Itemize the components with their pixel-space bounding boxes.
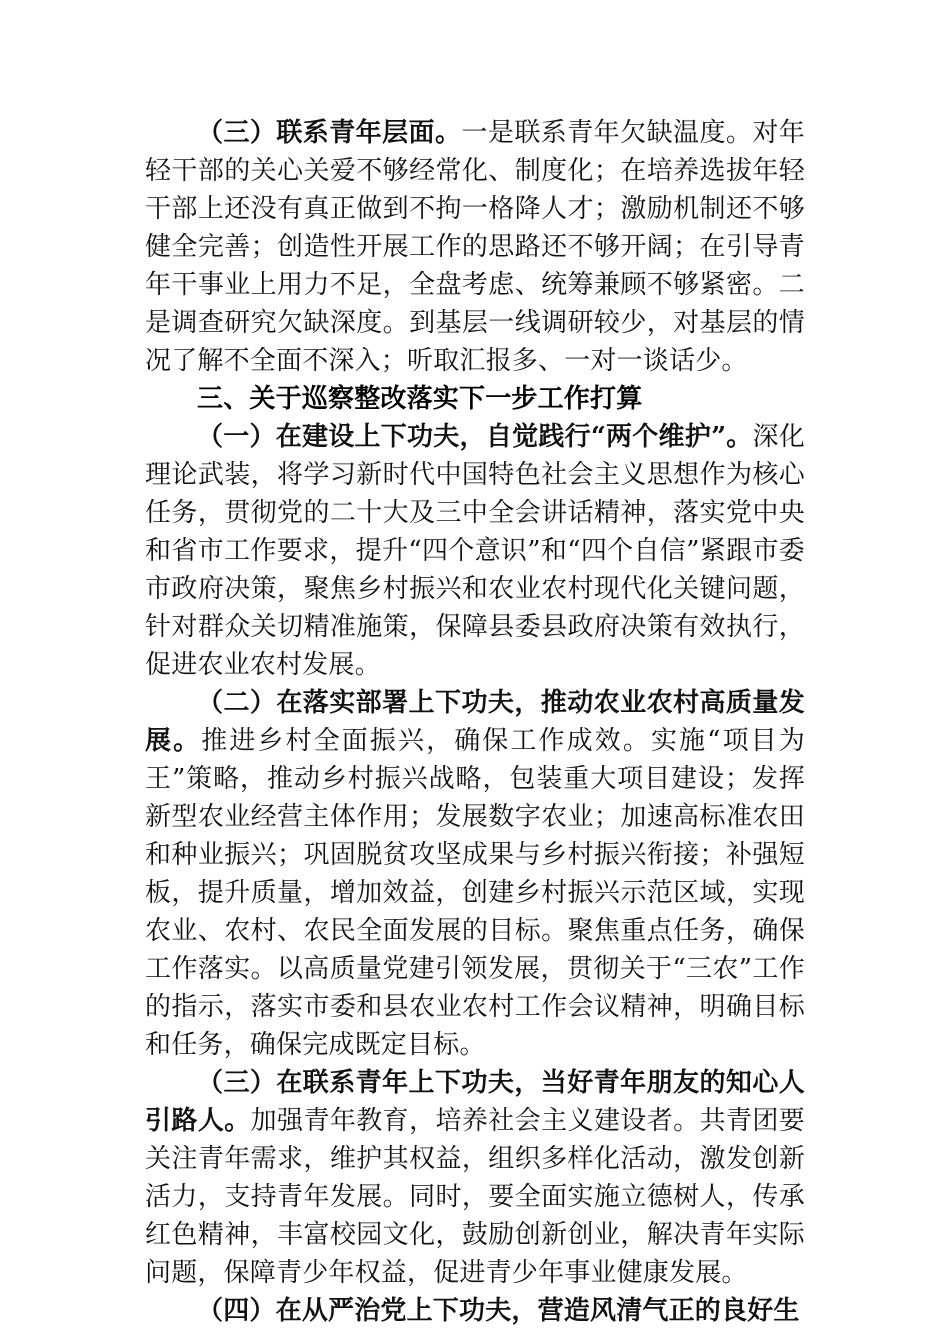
paragraph-plan-1 xyxy=(145,418,805,684)
paragraph-text: 推进乡村全面振兴，确保工作成效。实施“项目为王”策略，推动乡村振兴战略，包装重大项目建设；发挥新型农业经营主体作用；发展数字农业；加速高标准农田和种业振兴；巩固脱贫攻坚成果与乡村振兴衔接；补强短板，提升质量，增加效益，创建乡村振兴示范区域，实现农业、农村、农民全面发展的目标。聚焦重点任务，确保工作落实。以高质量党建引领发展，贯彻关于“三农”工作的指示，落实市委和县农业农村工作会议精神，明确目标和任务，确保完成既定目标。 xyxy=(145,726,805,1060)
paragraph-plan-3 xyxy=(145,1064,805,1292)
paragraph-plan-2 xyxy=(145,684,805,1064)
paragraph-youth-contact xyxy=(145,114,805,380)
paragraph-text: 深化理论武装，将学习新时代中国特色社会主义思想作为核心任务，贯彻党的二十大及三中全会讲话精神，落实党中央和省市工作要求，提升“四个意识”和“四个自信”紧跟市委市政府决策，聚焦乡村振兴和农业农村现代化关键问题，针对群众关切精准施策，保障县委县政府决策有效执行，促进农业农村发展。 xyxy=(145,422,806,680)
section-heading: 三、关于巡察整改落实下一步工作打算 xyxy=(197,384,643,414)
paragraph-lead: （三）在联系青年上下功夫，当好青年朋友的知心人引路人。 xyxy=(145,1068,805,1136)
paragraph-lead: （二）在落实部署上下功夫，推动农业农村高质量发展。 xyxy=(145,688,805,756)
paragraph-text: 一是联系青年欠缺温度。对年轻干部的关心关爱不够经常化、制度化；在培养选拔年轻干部上还没有真正做到不拘一格降人才；激励机制还不够健全完善；创造性开展工作的思路还不够开阔；在引导青年干事业上用力不足，全盘考虑、统筹兼顾不够紧密。二是调查研究欠缺深度。到基层一线调研较少，对基层的情况了解不全面不深入；听取汇报多、一对一谈话少。 xyxy=(145,118,805,376)
paragraph-lead: （三）联系青年层面。 xyxy=(197,118,462,148)
paragraph-text: 加强青年教育，培养社会主义建设者。共青团要关注青年需求，维护其权益，组织多样化活动，激发创新活力，支持青年发展。同时，要全面实施立德树人，传承红色精神，丰富校园文化，鼓励创新创业，解决青年实际问题，保障青少年权益，促进青少年事业健康发展。 xyxy=(145,1106,805,1288)
paragraph-plan-4 xyxy=(145,1292,805,1330)
paragraph-lead: （一）在建设上下功夫，自觉践行“两个维护”。 xyxy=(197,422,753,452)
document-body xyxy=(145,114,805,1330)
paragraph-lead: （四）在从严治党上下功夫，营造风清气正的良好生 xyxy=(197,1296,800,1326)
